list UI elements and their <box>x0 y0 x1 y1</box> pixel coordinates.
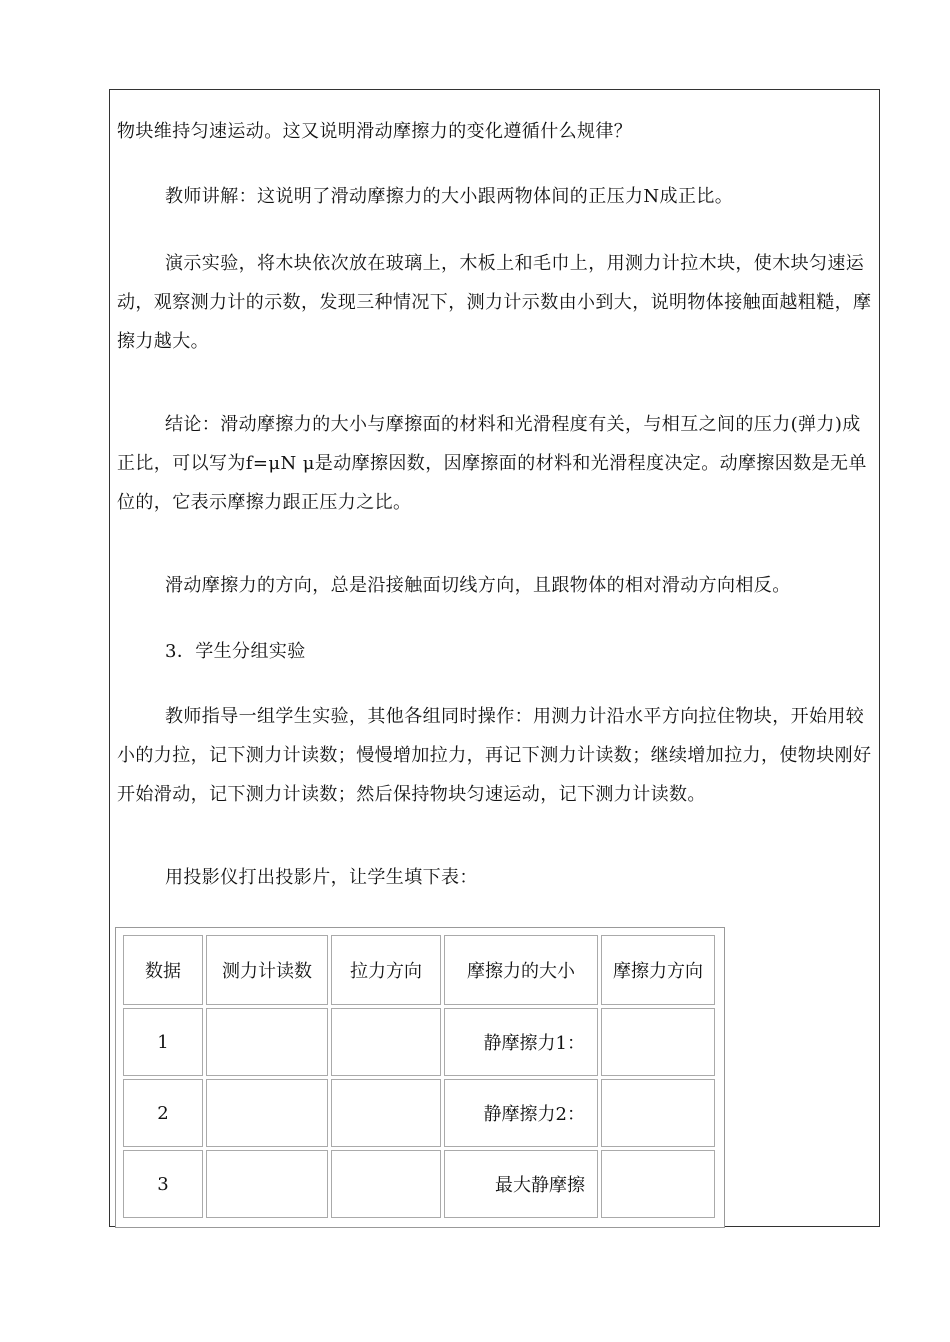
table-header-cell: 拉力方向 <box>331 935 441 1005</box>
table-header-cell: 数据 <box>123 935 203 1005</box>
table-cell-direction <box>331 1079 441 1147</box>
table-cell-friction-direction <box>601 1079 715 1147</box>
data-table <box>115 927 725 1228</box>
table-cell-reading <box>206 1079 328 1147</box>
paragraph-continuation: 物块维持匀速运动。这又说明滑动摩擦力的变化遵循什么规律？ <box>117 121 633 142</box>
table-row <box>123 1150 715 1218</box>
paragraph-teacher-explanation: 教师讲解：这说明了滑动摩擦力的大小跟两物体间的正压力N成正比。 <box>165 186 734 207</box>
table-cell-friction-direction <box>601 1150 715 1218</box>
table-cell-number: 2 <box>123 1079 203 1147</box>
table-header-cell: 测力计读数 <box>206 935 328 1005</box>
table-header-cell: 摩擦力方向 <box>601 935 715 1005</box>
paragraph-conclusion: 结论：滑动摩擦力的大小与摩擦面的材料和光滑程度有关，与相互之间的压力(弹力)成正比，可以写为f=μN μ是动摩擦因数，因摩擦面的材料和光滑程度决定。动摩擦因数是无单位的，它表示摩擦力跟正压力之比。 <box>117 414 867 513</box>
table-cell-friction: 最大静摩擦 <box>444 1150 598 1218</box>
data-table-grid <box>120 932 718 1221</box>
section-heading-group-experiment: 3．学生分组实验 <box>165 641 306 662</box>
table-cell-direction <box>331 1008 441 1076</box>
table-cell-reading <box>206 1008 328 1076</box>
table-row <box>123 1008 715 1076</box>
table-row <box>123 1079 715 1147</box>
table-cell-number: 1 <box>123 1008 203 1076</box>
table-header-row <box>123 935 715 1005</box>
table-header-cell: 摩擦力的大小 <box>444 935 598 1005</box>
paragraph-friction-direction: 滑动摩擦力的方向，总是沿接触面切线方向，且跟物体的相对滑动方向相反。 <box>165 575 791 596</box>
table-cell-friction-direction <box>601 1008 715 1076</box>
table-cell-direction <box>331 1150 441 1218</box>
table-cell-reading <box>206 1150 328 1218</box>
paragraph-projector: 用投影仪打出投影片，让学生填下表： <box>165 867 478 888</box>
table-cell-number: 3 <box>123 1150 203 1218</box>
table-cell-friction: 静摩擦力2： <box>444 1079 598 1147</box>
paragraph-teacher-guidance: 教师指导一组学生实验，其他各组同时操作：用测力计沿水平方向拉住物块，开始用较小的力拉，记下测力计读数；慢慢增加拉力，再记下测力计读数；继续增加拉力，使物块刚好开始滑动，记下测力计读数；然后保持物块匀速运动，记下测力计读数。 <box>117 706 872 805</box>
table-cell-friction: 静摩擦力1： <box>444 1008 598 1076</box>
paragraph-demo-experiment: 演示实验，将木块依次放在玻璃上，木板上和毛巾上，用测力计拉木块，使木块匀速运动，观察测力计的示数，发现三种情况下，测力计示数由小到大，说明物体接触面越粗糙，摩擦力越大。 <box>117 253 872 352</box>
